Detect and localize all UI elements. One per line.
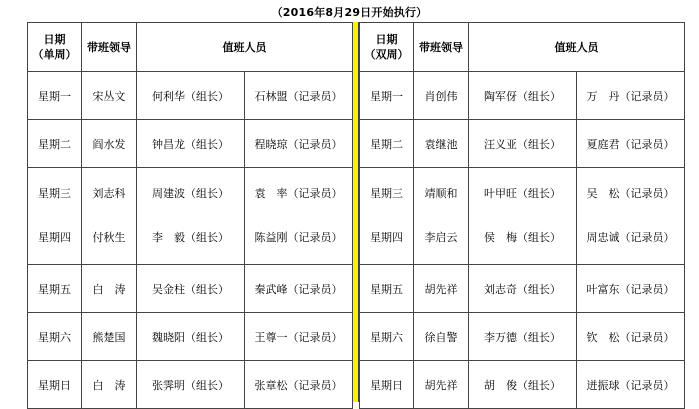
recorder-cell: 周忠诚（记录员） [586, 231, 675, 244]
recorder-cell: 张章松（记录员） [245, 361, 353, 409]
leader-cell: 靖顺和 [424, 187, 458, 200]
leader-cell-pair [414, 168, 469, 265]
table-row [28, 313, 353, 361]
table-row-pair [28, 168, 353, 265]
leader-cell: 徐自警 [414, 313, 469, 361]
recorder-cell: 陈益刚（记录员） [254, 231, 343, 244]
day-cell: 星期一 [360, 72, 414, 120]
recorder-cell: 王尊一（记录员） [245, 313, 353, 361]
header-row [360, 23, 685, 72]
leader-cell: 付秋生 [92, 231, 126, 244]
recorder-cell: 钦 松（记录员） [577, 313, 685, 361]
day-cell: 星期三 [38, 187, 71, 200]
date-header-line2: （单周） [32, 48, 77, 61]
lead-staff-cell: 李 毅（组长） [152, 231, 229, 244]
lead-staff-cell: 魏晓阳（组长） [137, 313, 245, 361]
date-header-line2: （双周） [364, 48, 409, 61]
day-cell: 星期日 [28, 361, 82, 409]
leader-cell-pair [82, 168, 137, 265]
leader-cell: 白 涛 [82, 361, 137, 409]
staff-header: 值班人员 [137, 23, 353, 72]
table-row [28, 72, 353, 120]
day-cell-pair [360, 168, 414, 265]
table-row [28, 361, 353, 409]
leader-cell: 肖创伟 [414, 72, 469, 120]
date-header-line1: 日期 [43, 33, 66, 46]
date-header [28, 23, 82, 72]
table-row [360, 313, 685, 361]
table-row [360, 72, 685, 120]
recorder-cell: 吴 松（记录员） [586, 187, 675, 200]
recorder-cell: 秦武峰（记录员） [245, 265, 353, 313]
lead-staff-cell: 汪义亚（组长） [469, 120, 577, 168]
header-row [28, 23, 353, 72]
lead-staff-cell: 张霁明（组长） [137, 361, 245, 409]
leader-header: 带班领导 [82, 23, 137, 72]
day-cell: 星期五 [28, 265, 82, 313]
lead-staff-cell: 侯 梅（组长） [484, 231, 561, 244]
double-week-table [359, 22, 685, 409]
leader-cell: 袁继池 [414, 120, 469, 168]
lead-staff-cell: 叶甲旺（组长） [484, 187, 561, 200]
day-cell: 星期四 [370, 231, 403, 244]
table-row [360, 361, 685, 409]
leader-cell: 刘志科 [92, 187, 126, 200]
day-cell: 星期日 [360, 361, 414, 409]
staff-header: 值班人员 [469, 23, 685, 72]
schedule-title: （2016年8月29日开始执行） [271, 6, 428, 19]
day-cell: 星期六 [28, 313, 82, 361]
leader-cell: 白 涛 [82, 265, 137, 313]
table-row [28, 265, 353, 313]
leader-cell: 李启云 [424, 231, 458, 244]
table-row [360, 265, 685, 313]
leader-cell: 宋丛文 [82, 72, 137, 120]
recorder-cell: 夏庭君（记录员） [577, 120, 685, 168]
recorder-cell: 石林盟（记录员） [245, 72, 353, 120]
lead-staff-cell: 胡 俊（组长） [469, 361, 577, 409]
lead-staff-cell: 吴金柱（组长） [137, 265, 245, 313]
lead-staff-cell-pair [469, 168, 577, 265]
date-header-line1: 日期 [375, 33, 398, 46]
day-cell: 星期五 [360, 265, 414, 313]
table-row [28, 120, 353, 168]
recorder-cell: 程晓琼（记录员） [245, 120, 353, 168]
leader-cell: 熊楚国 [82, 313, 137, 361]
day-cell-pair [28, 168, 82, 265]
lead-staff-cell: 李万德（组长） [469, 313, 577, 361]
day-cell: 星期六 [360, 313, 414, 361]
leader-cell: 胡先祥 [414, 265, 469, 313]
leader-header: 带班领导 [414, 23, 469, 72]
lead-staff-cell: 何利华（组长） [137, 72, 245, 120]
day-cell: 星期二 [28, 120, 82, 168]
recorder-cell: 袁 率（记录员） [254, 187, 343, 200]
lead-staff-cell: 钟昌龙（组长） [137, 120, 245, 168]
day-cell: 星期二 [360, 120, 414, 168]
recorder-cell-pair [245, 168, 353, 265]
leader-cell: 胡先祥 [414, 361, 469, 409]
lead-staff-cell: 陶军伢（组长） [469, 72, 577, 120]
day-cell: 星期三 [370, 187, 403, 200]
recorder-cell-pair [577, 168, 685, 265]
date-header [360, 23, 414, 72]
day-cell: 星期四 [38, 231, 71, 244]
day-cell: 星期一 [28, 72, 82, 120]
table-row [360, 120, 685, 168]
leader-cell: 阎水发 [82, 120, 137, 168]
recorder-cell: 万 丹（记录员） [577, 72, 685, 120]
recorder-cell: 迸振球（记录员） [577, 361, 685, 409]
single-week-table [27, 22, 353, 409]
lead-staff-cell: 刘志奇（组长） [469, 265, 577, 313]
recorder-cell: 叶富东（记录员） [577, 265, 685, 313]
table-row-pair [360, 168, 685, 265]
lead-staff-cell-pair [137, 168, 245, 265]
lead-staff-cell: 周建波（组长） [152, 187, 229, 200]
yellow-divider [352, 22, 359, 402]
